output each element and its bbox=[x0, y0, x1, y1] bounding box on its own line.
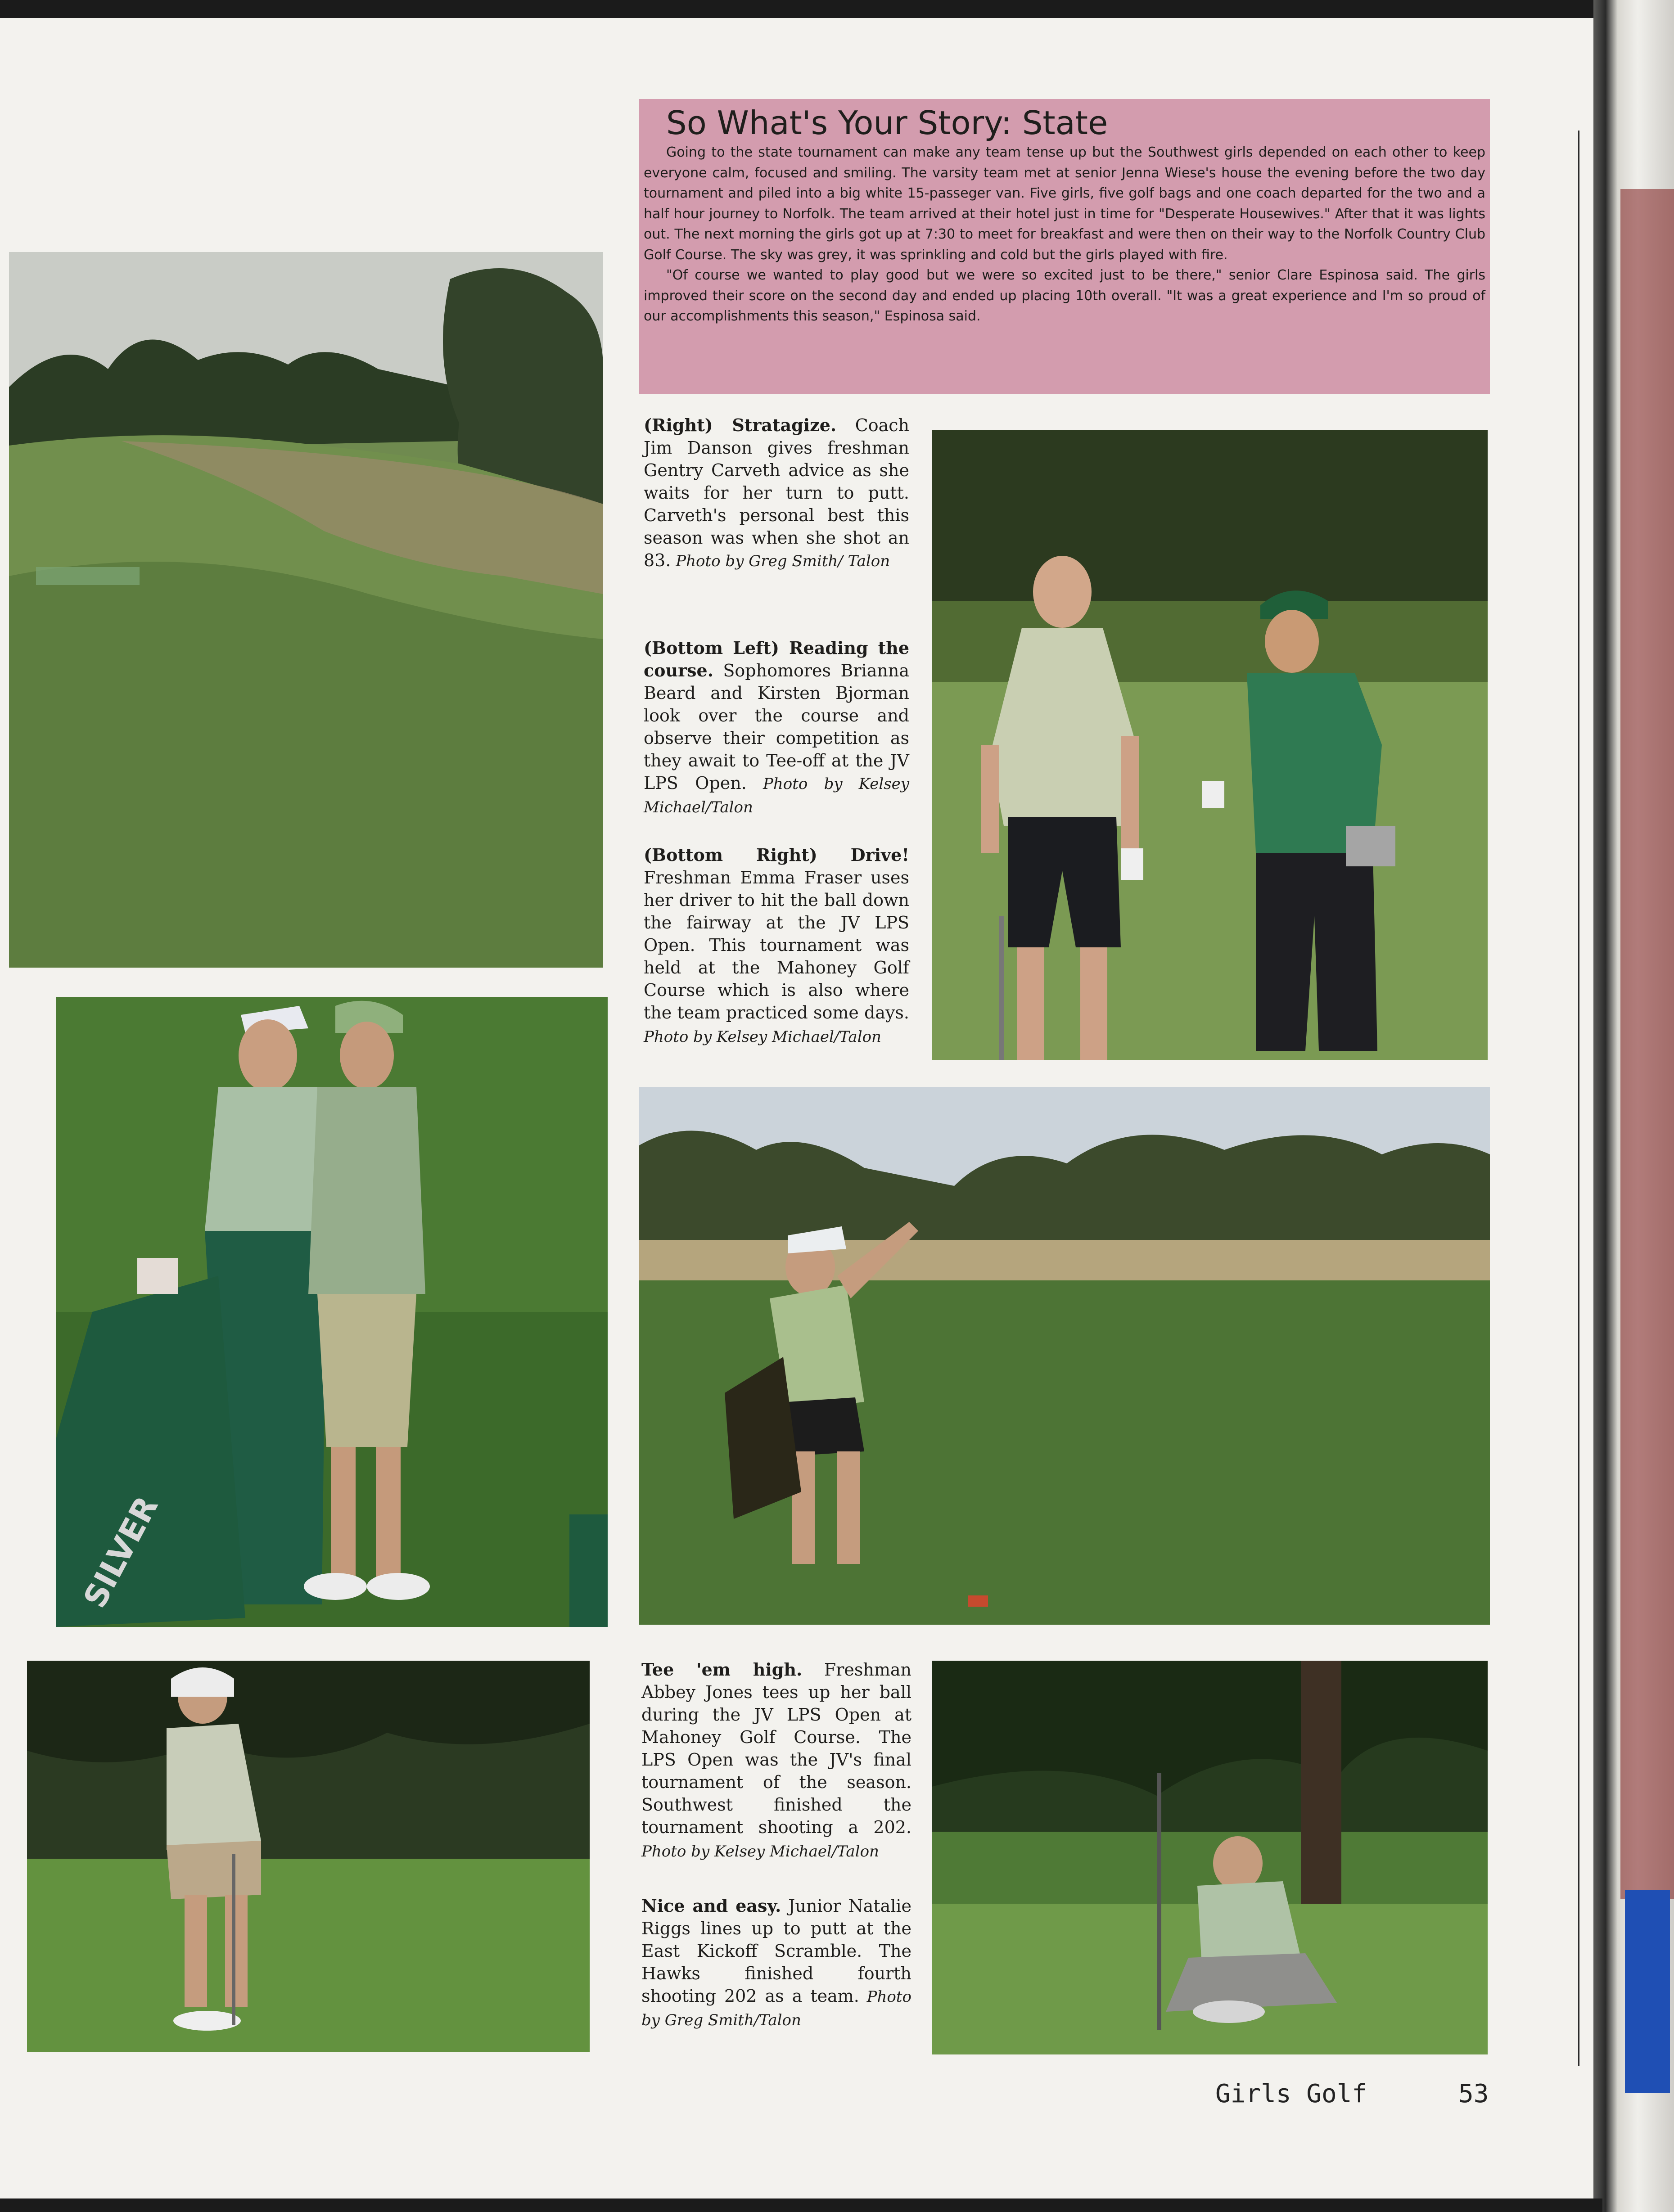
caption-right-credit: Photo by Greg Smith/ Talon bbox=[671, 552, 890, 570]
spine-blue-marking bbox=[1625, 1890, 1670, 2093]
caption-bottom-right bbox=[644, 844, 909, 1048]
top-edge bbox=[0, 0, 1602, 18]
photo-golf-course-landscape bbox=[9, 252, 603, 968]
caption-bottom-left-body: Sophomores Brianna Beard and Kirsten Bjorman look over the course and observe their competition as they await to Tee-off at the JV LPS Open. bbox=[644, 661, 909, 793]
caption-bottom-left bbox=[644, 637, 909, 819]
caption-bottom-right-lead: (Bottom Right) Drive! bbox=[644, 845, 909, 865]
caption-nice-and-easy-credit: Photo by Greg Smith/Talon bbox=[641, 1988, 912, 2029]
photo-coach-and-golfer bbox=[932, 430, 1488, 1060]
story-paragraph-2: "Of course we wanted to play good but we were so excited just to be there," senior Clare Espinosa said. The girls improved their score on the second day and ended up placing 10th overall. "It was a great experience and I'm so proud of our accomplishments this season," Espinosa said. bbox=[644, 267, 1485, 324]
photo-drive bbox=[639, 1087, 1490, 1625]
caption-right-lead: (Right) Stratagize. bbox=[644, 415, 837, 435]
caption-bottom-right-credit: Photo by Kelsey Michael/Talon bbox=[644, 1028, 881, 1046]
golf-bag-silver-label: SILVER bbox=[76, 1490, 166, 1614]
caption-tee-em-high-lead: Tee 'em high. bbox=[641, 1659, 803, 1680]
caption-nice-and-easy-body: Junior Natalie Riggs lines up to putt at the East Kickoff Scramble. The Hawks finished fourth shooting 202 as a team. bbox=[641, 1896, 911, 2006]
spine-red-marking bbox=[1620, 189, 1674, 1899]
caption-tee-em-high bbox=[641, 1658, 911, 1863]
footer-section-label: Girls Golf bbox=[1215, 2079, 1367, 2108]
caption-right-body: Coach Jim Danson gives freshman Gentry Carveth advice as she waits for her turn to putt. Carveth's personal best this season was when she shot an 83. bbox=[644, 415, 909, 570]
footer-page-number: 53 bbox=[1458, 2079, 1489, 2108]
photo-tee-em-high bbox=[27, 1661, 590, 2052]
story-title: So What's Your Story: State bbox=[666, 104, 1108, 142]
photo-nice-and-easy bbox=[932, 1661, 1488, 2054]
margin-line bbox=[1578, 131, 1579, 2066]
caption-tee-em-high-credit: Photo by Kelsey Michael/Talon bbox=[641, 1843, 879, 1861]
bottom-edge bbox=[0, 2198, 1602, 2212]
caption-nice-and-easy bbox=[641, 1895, 911, 2032]
photo-reading-the-course bbox=[56, 997, 608, 1627]
caption-right bbox=[644, 414, 909, 572]
story-paragraph-1: Going to the state tournament can make any team tense up but the Southwest girls depended on each other to keep everyone calm, focused and smiling. The varsity team met at senior Jenna Wiese's house the evening before the two day tournament and piled into a big white 15-passeger van. Five girls, five golf bags and one coach departed for the two and a half hour journey to Norfolk. The team arrived at their hotel just in time for "Desperate Housewives." After that it was lights out. The next morning the girls got up at 7:30 to meet for breakfast and were then on their way to the Norfolk Country Club Golf Course. The sky was grey, it was sprinkling and cold but the girls played with fire. bbox=[644, 144, 1485, 263]
caption-tee-em-high-body: Freshman Abbey Jones tees up her ball during the JV LPS Open at Mahoney Golf Course. The LPS Open was the JV's final tournament of the season. Southwest finished the tournament shooting a 202. bbox=[641, 1660, 911, 1837]
caption-bottom-left-lead: (Bottom Left) Reading the course. bbox=[644, 638, 909, 680]
caption-bottom-right-body: Freshman Emma Fraser uses her driver to hit the ball down the fairway at the JV LPS Open. This tournament was held at the Mahoney Golf Course which is also where the team practiced some days. bbox=[644, 868, 909, 1023]
caption-bottom-left-credit: Photo by Kelsey Michael/Talon bbox=[644, 775, 909, 816]
caption-nice-and-easy-lead: Nice and easy. bbox=[641, 1896, 781, 1916]
story-box-state bbox=[639, 99, 1490, 394]
